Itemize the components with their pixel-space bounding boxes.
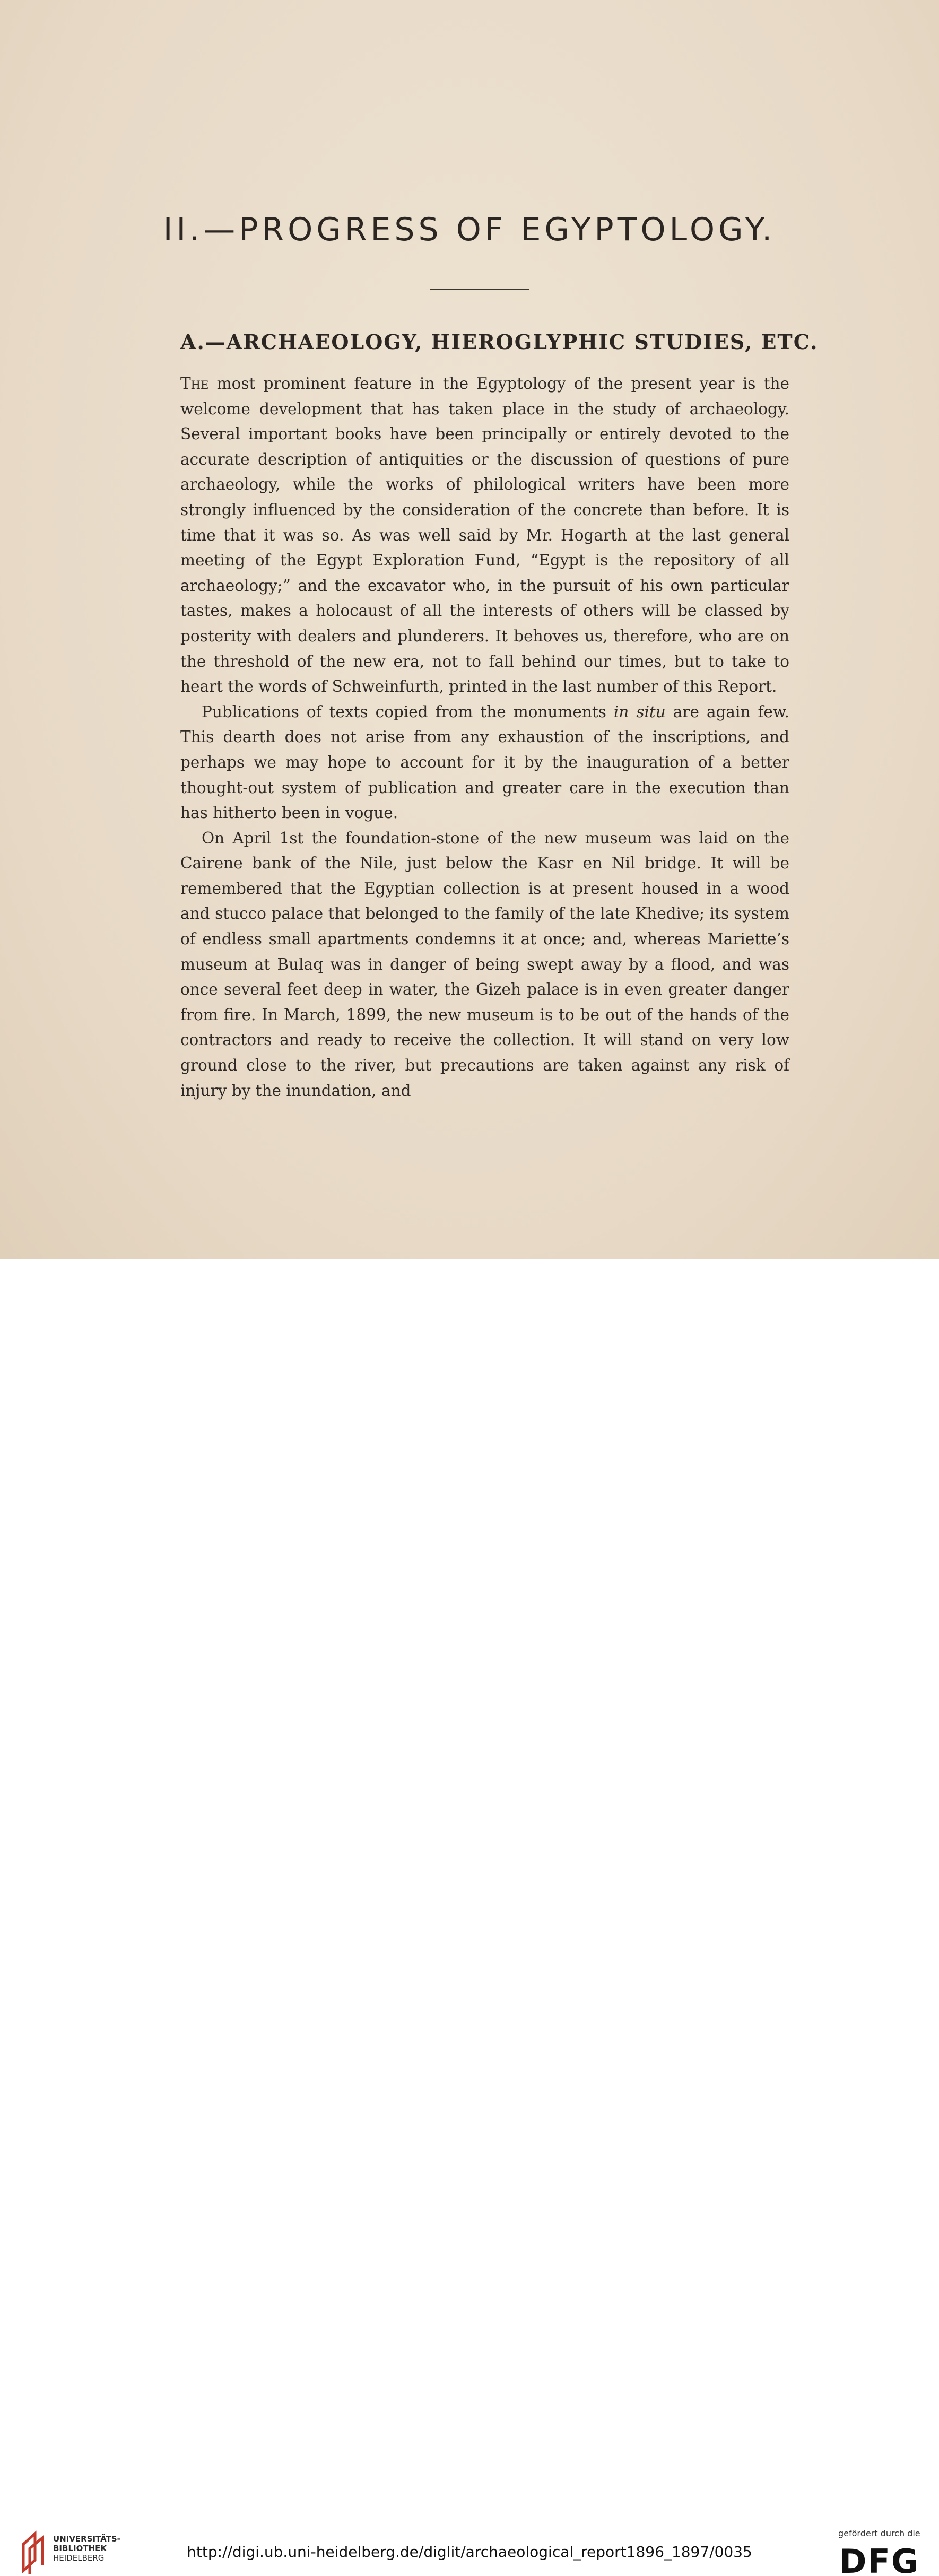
paragraph-2-italic: in situ: [613, 702, 666, 721]
paragraph-1-text: most prominent feature in the Egyptology of the present year is the welcome development that has taken place in the study of archaeology. Several important books have been principally or entirely devoted to the accurate description of antiquities or the discussion of questions of pure archaeology, while the works of philological writers have been more strongly influenced by the consideration of the concrete than before. It is time that it was so. As was well said by Mr. Hogarth at the last general meeting of the Egypt Exploration Fund, “Egypt is the repository of all archaeology;” and the excavator who, in the pursuit of his own particular tastes, makes a holocaust of all the interests of others will be classed by posterity with dealers and plunderers. It behoves us, therefore, who are on the threshold of the new era, not to fall behind our times, but to take to heart the words of Schweinfurth, printed in the last number of this Report.: [180, 375, 789, 696]
library-name-line-2: BIBLIOTHEK: [53, 2544, 107, 2553]
funding-label: gefördert durch die: [838, 2528, 920, 2538]
paragraph-1: [180, 371, 789, 700]
paragraph-3: [180, 826, 789, 1104]
permalink-url[interactable]: http://digi.ub.uni-heidelberg.de/diglit/archaeological_report1896_1897/0035: [187, 2543, 752, 2561]
title-divider: [430, 289, 529, 290]
viewer-footer: [0, 1259, 939, 2576]
paragraph-2: [180, 700, 789, 826]
library-name-line-3: HEIDELBERG: [53, 2553, 105, 2563]
paragraph-2-after: are again few. This dearth does not arise from any exhaustion of the inscriptions, and perhaps we may hope to account for it by the inauguration of a better thought-out system of publication and greater care in the execution than has hitherto been in vogue.: [180, 702, 789, 822]
paragraph-2-before: Publications of texts copied from the monuments: [202, 702, 614, 721]
scanned-page: [0, 0, 939, 1259]
dfg-logo-icon: [837, 2544, 927, 2576]
library-name-line-1: UNIVERSITÄTS-: [53, 2534, 120, 2544]
dfg-logo-text: DFG: [839, 2544, 919, 2576]
chapter-title: II.—PROGRESS OF EGYPTOLOGY.: [163, 211, 776, 248]
body-text: [180, 371, 789, 1103]
section-heading: A.—ARCHAEOLOGY, HIEROGLYPHIC STUDIES, ETC.: [180, 330, 819, 354]
paragraph-3-text: On April 1st the foundation-stone of the new museum was laid on the Cairene bank of the Nile, just below the Kasr en Nil bridge. It will be remembered that the Egyptian collection is at present housed in a wood and stucco palace that belonged to the family of the late Khedive; its system of endless small apartments condemns it at once; and, whereas Mariette’s museum at Bulaq was in danger of being swept away by a flood, and was once several feet deep in water, the Gizeh palace is in even greater danger from fire. In March, 1899, the new museum is to be out of the hands of the contractors and ready to receive the collection. It will stand on very low ground close to the river, but precautions are taken against any risk of injury by the inundation, and: [180, 829, 789, 1100]
paragraph-lead-word: The: [180, 375, 209, 393]
